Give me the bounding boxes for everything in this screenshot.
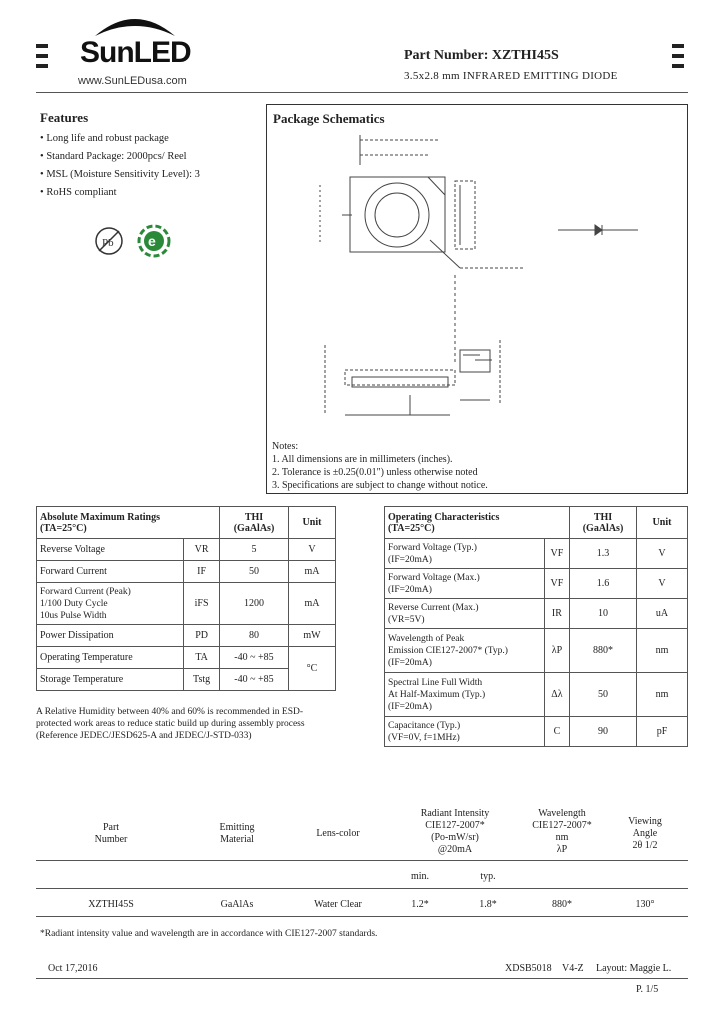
features-list (40, 130, 200, 202)
abs-header-param: Absolute Maximum Ratings (TA=25°C) (37, 507, 220, 539)
sel-header-angle: Viewing Angle 2θ 1/2 (628, 816, 662, 851)
left-bars-icon (36, 44, 48, 74)
sel-header-material: Emitting Material (219, 822, 255, 845)
svg-text:e: e (148, 233, 156, 249)
table-row: Forward Voltage (Typ.) (IF=20mA) VF 1.3 V (385, 539, 688, 569)
selection-divider-top (36, 860, 688, 861)
op-header-param: Operating Characteristics (TA=25°C) (385, 507, 570, 539)
feature-item: • MSL (Moisture Sensitivity Level): 3 (40, 169, 200, 180)
sel-wavelength-value: 880* (552, 899, 572, 910)
footnote: *Radiant intensity value and wavelength are in accordance with CIE127-2007 standards. (40, 929, 378, 939)
sel-header-wavelength: Wavelength CIE127-2007* nm λP (532, 808, 592, 855)
footer-doc-number: XDSB5018 (505, 963, 552, 974)
notes-heading: Notes: (272, 441, 299, 452)
sel-header-intensity: Radiant Intensity CIE127-2007* (Po-mW/sr) @20mA (420, 808, 490, 855)
table-row: Storage Temperature Tstg -40 ~ +85 (37, 669, 336, 691)
features-title: Features (40, 110, 89, 125)
selection-divider-bottom (36, 916, 688, 917)
table-row: Wavelength of Peak Emission CIE127-2007* (Typ.) (IF=20mA) λP 880* nm (385, 629, 688, 673)
op-header-unit: Unit (637, 507, 688, 539)
note-item: 2. Tolerance is ±0.25(0.01") unless otherwise noted (272, 467, 478, 478)
note-item: 1. All dimensions are in millimeters (inches). (272, 454, 453, 465)
table-row: Spectral Line Full Width At Half-Maximum (Typ.) (IF=20mA) Δλ 50 nm (385, 673, 688, 717)
sel-material-value: GaAlAs (220, 899, 254, 910)
package-drawing (300, 125, 660, 440)
sel-part-value: XZTHI45S (88, 899, 134, 910)
logo: SunLED (80, 36, 191, 69)
logo-arc-icon (90, 8, 180, 38)
footer-divider (36, 978, 688, 979)
feature-item: • Long life and robust package (40, 133, 169, 144)
footer-layout: Layout: Maggie L. (596, 963, 672, 974)
table-row: Power Dissipation PD 80 mW (37, 625, 336, 647)
note-item: 3. Specifications are subject to change without notice. (272, 480, 488, 491)
feature-item: • RoHS compliant (40, 187, 117, 198)
schematics-title: Package Schematics (273, 111, 385, 126)
table-row: Reverse Current (Max.) (VR=5V) IR 10 uA (385, 599, 688, 629)
right-bars-icon (672, 44, 684, 74)
op-header-thi: THI (GaAlAs) (570, 507, 637, 539)
svg-text:Pb: Pb (102, 237, 114, 249)
absolute-max-ratings-table (36, 506, 336, 691)
rohs-icon (136, 224, 172, 258)
table-row: Reverse Voltage VR 5 V (37, 539, 336, 561)
part-number: Part Number: XZTHI45S (404, 48, 559, 63)
footer-version: V4-Z (562, 963, 584, 974)
table-row: Operating Temperature TA -40 ~ +85 °C (37, 647, 336, 669)
sel-min-value: 1.2* (411, 899, 429, 910)
pb-free-icon (94, 226, 124, 256)
table-row: Forward Current (Peak) 1/100 Duty Cycle 10us Pulse Width iFS 1200 mA (37, 583, 336, 625)
sel-typ-value: 1.8* (479, 899, 497, 910)
product-subtitle: 3.5x2.8 mm INFRARED EMITTING DIODE (404, 70, 618, 82)
abs-header-thi: THI (GaAlAs) (220, 507, 289, 539)
website-link[interactable]: www.SunLEDusa.com (78, 75, 187, 87)
sel-lens-value: Water Clear (314, 899, 362, 910)
table-row: Forward Voltage (Max.) (IF=20mA) VF 1.6 V (385, 569, 688, 599)
sel-typ-label: typ. (480, 871, 496, 882)
selection-divider-mid (36, 888, 688, 889)
sel-header-part: Part Number (94, 822, 128, 845)
sel-min-label: min. (410, 871, 430, 882)
feature-item: • Standard Package: 2000pcs/ Reel (40, 151, 187, 162)
header-divider (36, 92, 688, 93)
sel-header-lens: Lens-color (316, 828, 360, 839)
table-row: Forward Current IF 50 mA (37, 561, 336, 583)
abs-header-unit: Unit (289, 507, 336, 539)
footer-page: P. 1/5 (636, 984, 659, 995)
sel-angle-value: 130° (635, 899, 655, 910)
footer-date: Oct 17,2016 (48, 963, 98, 974)
humidity-note: A Relative Humidity between 40% and 60% is recommended in ESD-protected work areas to reduce static build up during assembly process (Reference JEDEC/JESD625-A and JEDEC/J-STD-033) (36, 707, 305, 741)
table-row: Capacitance (Typ.) (VF=0V, f=1MHz) C 90 pF (385, 717, 688, 747)
operating-characteristics-table (384, 506, 688, 747)
schematic-notes (272, 440, 488, 492)
